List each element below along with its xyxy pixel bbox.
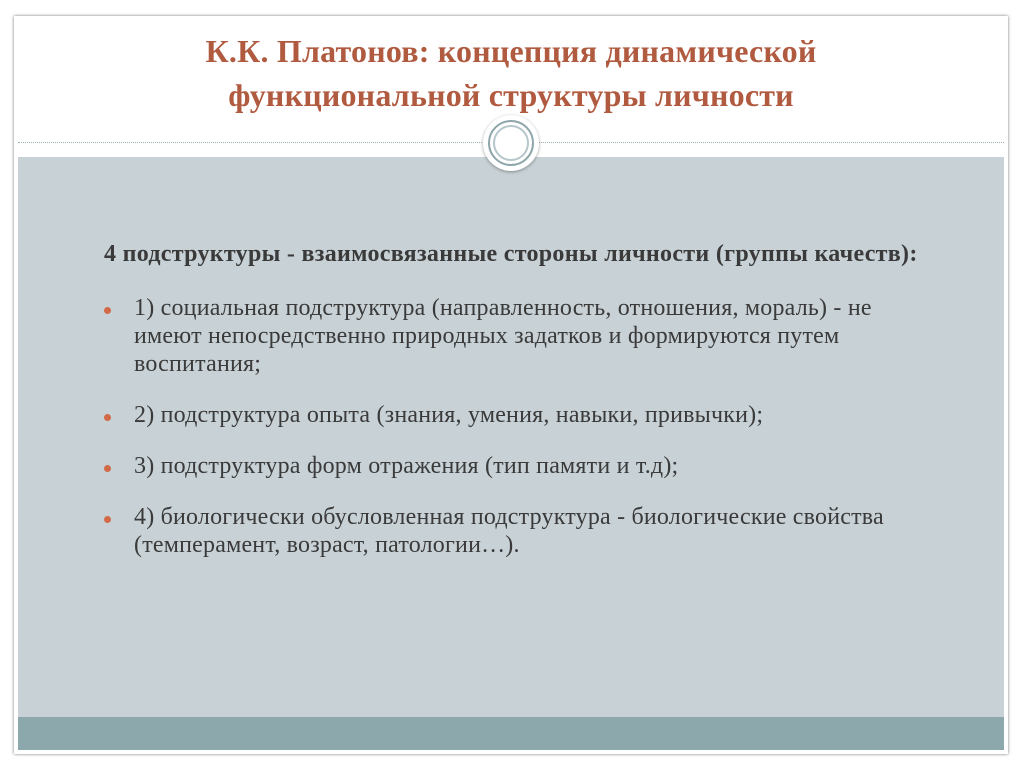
slide-title-text	[205, 29, 816, 117]
title-line-1: К.К. Платонов: концепция динамической	[205, 33, 817, 69]
bullet-dot-icon	[104, 414, 111, 421]
list-item	[104, 452, 944, 480]
list-item	[104, 294, 944, 378]
circle-ornament-icon	[483, 115, 539, 171]
bullet-list	[104, 294, 944, 559]
list-item	[104, 401, 944, 429]
ornament-inner-ring	[493, 125, 529, 161]
list-item-text: 4) биологически обусловленная подструктура - биологические свойства (темперамент, возраст, патологии…).	[134, 504, 884, 558]
list-item-text: 1) социальная подструктура (направленность, отношения, мораль) - не имеют непосредственно природных задатков и формируются путем воспитания;	[134, 295, 872, 377]
bullet-dot-icon	[104, 516, 111, 523]
title-line-2: функциональной структуры личности	[228, 77, 794, 113]
list-item-text: 2) подструктура опыта (знания, умения, навыки, привычки);	[134, 402, 764, 428]
bullet-dot-icon	[104, 465, 111, 472]
bullet-dot-icon	[104, 307, 111, 314]
list-item-text: 3) подструктура форм отражения (тип памяти и т.д);	[134, 453, 679, 479]
intro-text: 4 подструктуры - взаимосвязанные стороны личности (группы качеств):	[104, 241, 918, 267]
footer-bar	[18, 717, 1004, 750]
list-item	[104, 503, 944, 559]
slide-body	[104, 240, 944, 582]
